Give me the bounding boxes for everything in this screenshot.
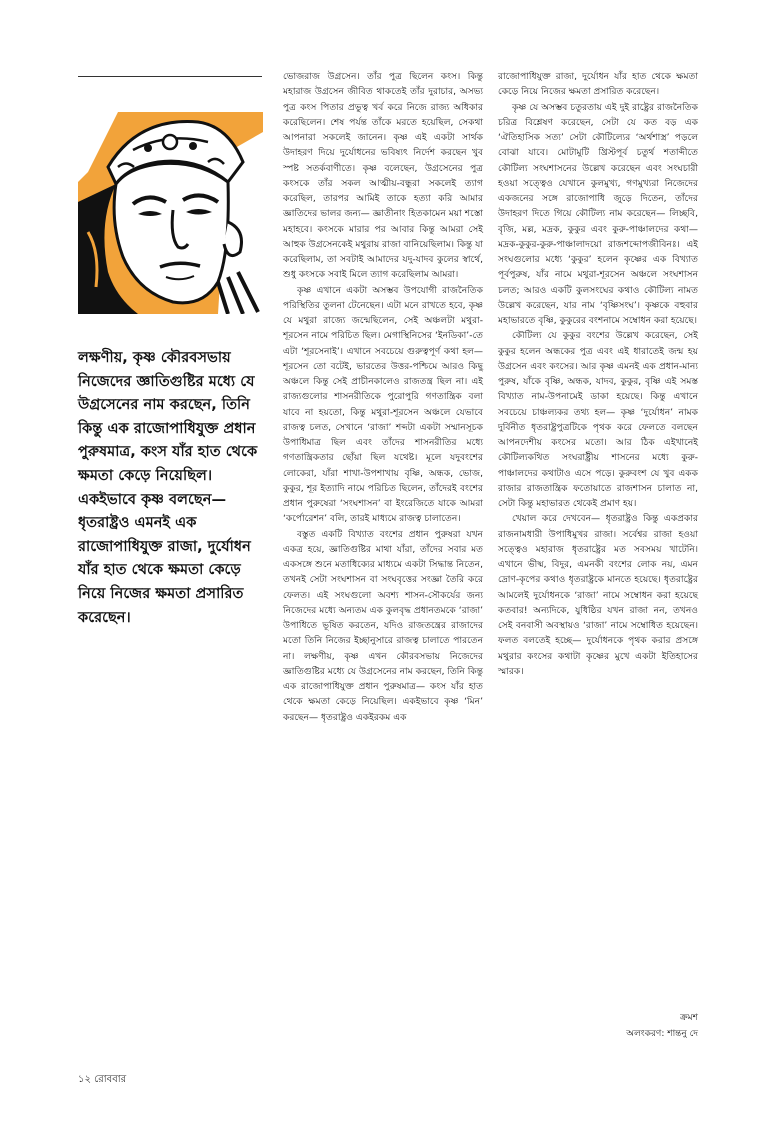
article-column-2 — [283, 70, 483, 726]
paragraph: কৃষ্ণ এখানে একটা অসম্ভব উপযোগী রাজনৈতিক পরিস্থিতির তুলনা টেনেছেন। এটা মনে রাখতে হবে, কৃষ্ণ যে মথুরা রাজ্যে জন্মেছিলেন, সেই অঞ্চলটা মথুরা-শূরসেন নামে পরিচিত ছিল। মেগাস্থিনিসের ‘ইনডিকা’-তে এটা ‘শূরসেনাই’। এখানে সবচেয়ে গুরুত্বপূর্ণ কথা হল— শূরসেন তো বটেই, ভারতের উত্তর-পশ্চিমে আরও কিছু অঞ্চলে কিন্তু সেই প্রাচীনকালেও রাজতন্ত্র ছিল না। এই রাজ্যগুলোর শাসনরীতিকে পুরোপুরি গণতান্ত্রিক বলা যাবে না হয়তো, কিন্তু মথুরা-শূরসেন অঞ্চলে যেভাবে রাজত্ব চলত, সেখানে ‘রাজা’ শব্দটা একটা সম্মানসূচক উপাধিমাত্র ছিল এবং তাঁদের শাসনরীতির মধ্যে গণতান্ত্রিকতার ছোঁয়া ছিল যথেষ্ট। মূলে যদুবংশের লোকেরা, যাঁরা শাখা-উপশাখায় বৃষ্ণি, অন্ধক, ভোজ, কুকুর, শূর ইত্যাদি নামে পরিচিত ছিলেন, তাঁদেরই বংশের প্রধান পুরুষেরা ‘সংঘশাসন’ বা ইংরেজিতে যাকে আমরা ‘কর্পোরেশন’ বলি, তারই মাধ্যমে রাজত্ব চালাতেন। — [283, 285, 483, 525]
article-column-3 — [498, 70, 698, 680]
signoff — [626, 1010, 698, 1042]
continued-label: ক্রমশ — [680, 1013, 698, 1023]
illustration-credit: অলংকরণ: শান্তনু দে — [626, 1029, 698, 1039]
krishna-portrait-image — [78, 112, 263, 314]
pull-quote: লক্ষণীয়, কৃষ্ণ কৌরবসভায় নিজেদের জ্ঞাতিগুষ্টির মধ্যে যে উগ্রসেনের নাম করছেন, তিনি কিন্তু এক রাজোপাধিযুক্ত প্রধান পুরুষমাত্র, কংস যাঁর হাত থেকে ক্ষমতা কেড়ে নিয়েছিল। একইভাবে কৃষ্ণ বলছেন— ধৃতরাষ্ট্রও এমনই এক রাজোপাধিযুক্ত রাজা, দুর্যোধন যাঁর হাত থেকে ক্ষমতা কেড়ে নিয়ে নিজের ক্ষমতা প্রসারিত করেছেন। — [78, 349, 258, 626]
page-folio: ১২ রোববার — [78, 1074, 127, 1085]
paragraph: কৃষ্ণ যে অসম্ভব চতুরতায় এই দুই রাষ্ট্রের রাজনৈতিক চরিত্র বিশ্লেষণ করেছেন, সেটা যে কত বড় এক ‘ঐতিহাসিক সত্য’ সেটা কৌটিল্যের ‘অর্থশাস্ত্র’ পড়লে বোঝা যাবে। মোটামুটি খ্রিস্টপূর্ব চতুর্থ শতাব্দীতে কৌটিল্য সংঘশাসনের উল্লেখ করেছেন এবং সংঘচারী হওয়া সত্ত্বেও যেখানে কুলমুখ্য, গণমুখ্যরা নিজেদের একজনের সঙ্গে রাজোপাধি জুড়ে দিতেন, তাঁদের উদাহরণ দিতে গিয়ে কৌটিল্য নাম করেছেন— লিচ্ছবি, বৃজি, মল্ল, মদ্রক, কুকুর এবং কুরু-পাঞ্চালদের কথা— মদ্রক-কুকুর-কুরু-পাঞ্চালাদয়ো রাজশব্দোপজীবিনঃ। এই সংঘগুলোর মধ্যে ‘কুকুর’ হলেন কৃষ্ণের এক বিখ্যাত পূর্বপুরুষ, যাঁর নামে মথুরা-শূরসেন অঞ্চলে সংঘশাসন চলত; আরও একটি কুলসংঘের কথাও কৌটিল্য নামত উল্লেখ করেছেন, যার নাম ‘বৃষ্ণিসংঘ’। কৃষ্ণকে বহুবার মহাভারতে বৃষ্ণি, কুকুরের বংশনামে সম্বোধন করা হয়েছে। — [498, 102, 698, 326]
paragraph: ভোজরাজ উগ্রসেন। তাঁর পুত্র ছিলেন কংস। কিন্তু মহারাজ উগ্রসেন জীবিত থাকতেই তাঁর দুরাচার, অসভ্য পুত্র কংস পিতার প্রভুত্ব খর্ব করে নিজে রাজ্য অধিকার করেছিলেন। শেষ পর্যন্ত তাঁকে মরতে হয়েছিল, সেকথা আপনারা সকলেই জানেন। কৃষ্ণ এই একটা সার্থক উদাহরণ দিয়ে দুর্যোধনের ভবিষ্যৎ নির্দেশ করছেন খুব স্পষ্ট সতর্কবাণীতে। কৃষ্ণ বলেছেন, উগ্রসেনের পুত্র কংসকে তাঁর সকল আত্মীয়-বন্ধুরা সকলেই ত্যাগ করেছিল, তারপর আমিই তাকে হত্যা করি আমার জ্ঞাতিদের ভালর জন্য— জ্ঞাতীনাং হিতকামেন ময়া শস্তো মহাহবে। কংসকে মারার পর আবার কিন্তু আমরা সেই আহুক উগ্রসেনকেই মথুরায় রাজা বানিয়েছিলাম। কিন্তু যা করেছিলাম, তা সবটাই আমাদের যদু-যাদব কুলের স্বার্থে, শুধু কংসকে সবাই মিলে ত্যাগ করেছিলাম আমরা। — [283, 72, 483, 281]
top-rule — [78, 76, 262, 77]
paragraph: রাজোপাধিযুক্ত রাজা, দুর্যোধন যাঁর হাত থেকে ক্ষমতা কেড়ে নিয়ে নিজের ক্ষমতা প্রসারিত করেছেন। — [498, 72, 698, 98]
paragraph: বস্তুত একটি বিখ্যাত বংশের প্রধান পুরুষরা যখন একত্র হয়ে, জ্ঞাতিগুষ্টির মাথা যাঁরা, তাঁদের সবার মত একসঙ্গে শুনে মতাধিক্যের মাধ্যমে একটা সিদ্ধান্ত নিতেন, তখনই সেটা সংঘশাসন বা সংঘবৃত্তের সংজ্ঞা তৈরি করে ফেলত। এই সংঘগুলো অবশ্য শাসন-সৌকর্যের জন্য নিজেদের মধ্যে অন্যতম এক কুলবৃদ্ধ প্রধানতমকে ‘রাজা’ উপাধিতে ভূষিত করতেন, যদিও রাজতন্ত্রের রাজাদের মতো তিনি নিজের ইচ্ছানুসারে রাজত্ব চালাতে পারতেন না। লক্ষণীয়, কৃষ্ণ এখন কৌরবসভায় নিজেদের জ্ঞাতিগুষ্টির মধ্যে যে উগ্রসেনের নাম করছেন, তিনি কিন্তু এক রাজোপাধিযুক্ত প্রধান পুরুষমাত্র— কংস যাঁর হাত থেকে ক্ষমতা কেড়ে নিয়েছিল। একইভাবে কৃষ্ণ ‘মিন’ করছেন— ধৃতরাষ্ট্রও একইরকম এক — [283, 529, 483, 723]
krishna-illustration — [78, 112, 263, 314]
paragraph: কৌটিল্য যে কুকুর বংশের উল্লেখ করেছেন, সেই কুকুর হলেন অন্ধকের পুত্র এবং এই ধারাতেই জন্ম হয় উগ্রসেন এবং কংসের। আর কৃষ্ণ এমনই এক প্রধান-মান্য পুরুষ, যাঁকে বৃষ্ণি, অন্ধক, যাদব, কুকুর, বৃষ্ণি এই সমস্ত বিখ্যাত নাম-উপনামেই ডাকা হয়েছে। কিন্তু এখানে সবচেয়ে চাঞ্চল্যকর তথ্য হল— কৃষ্ণ ‘দুর্যোধন’ নামক দুর্বিনীত ধৃতরাষ্ট্রপুত্রটিকে পৃথক করে ফেলতে বলছেন আপনদেশীয় কংসের মতো। আর ঠিক এইখানেই কৌটিল্যকথিত সংঘরাষ্ট্রীয় শাসনের মধ্যে কুরু-পাঞ্চালদের কথাটাও এসে পড়ে। কুরুবংশ যে খুব একক রাজার রাজতান্ত্রিক ফতোয়াতে রাজশাসন চালাত না, সেটা কিন্তু মহাভারত থেকেই প্রমাণ হয়। — [498, 331, 698, 509]
paragraph: খেয়াল করে দেখবেন— ধৃতরাষ্ট্রও কিন্তু একপ্রকার রাজনামধারী উপাধিমুখর রাজা। সর্বেশ্বর রাজা হওয়া সত্ত্বেও মহারাজ ধৃতরাষ্ট্রের মত সবসময় খাটেনি। এখানে ভীষ্ম, বিদুর, এমনকী বংশের লোক নয়, এমন দ্রোণ-কৃপের কথাও ধৃতরাষ্ট্রকে মানতে হয়েছে। ধৃতরাষ্ট্রের আমলেই দুর্যোধনকে ‘রাজা’ নামে সম্বোধন করা হয়েছে কতবার! অন্যদিকে, যুধিষ্ঠির যখন রাজা নন, তখনও সেই বনবাসী অবস্থায়ও ‘রাজা’ নামে সম্বোধিত হয়েছেন। ফলত বলতেই হচ্ছে— দুর্যোধনকে পৃথক করার প্রসঙ্গে মথুরার কংসের কথাটা কৃষ্ণের মুখে একটা ইতিহাসের স্মারক। — [498, 514, 698, 677]
